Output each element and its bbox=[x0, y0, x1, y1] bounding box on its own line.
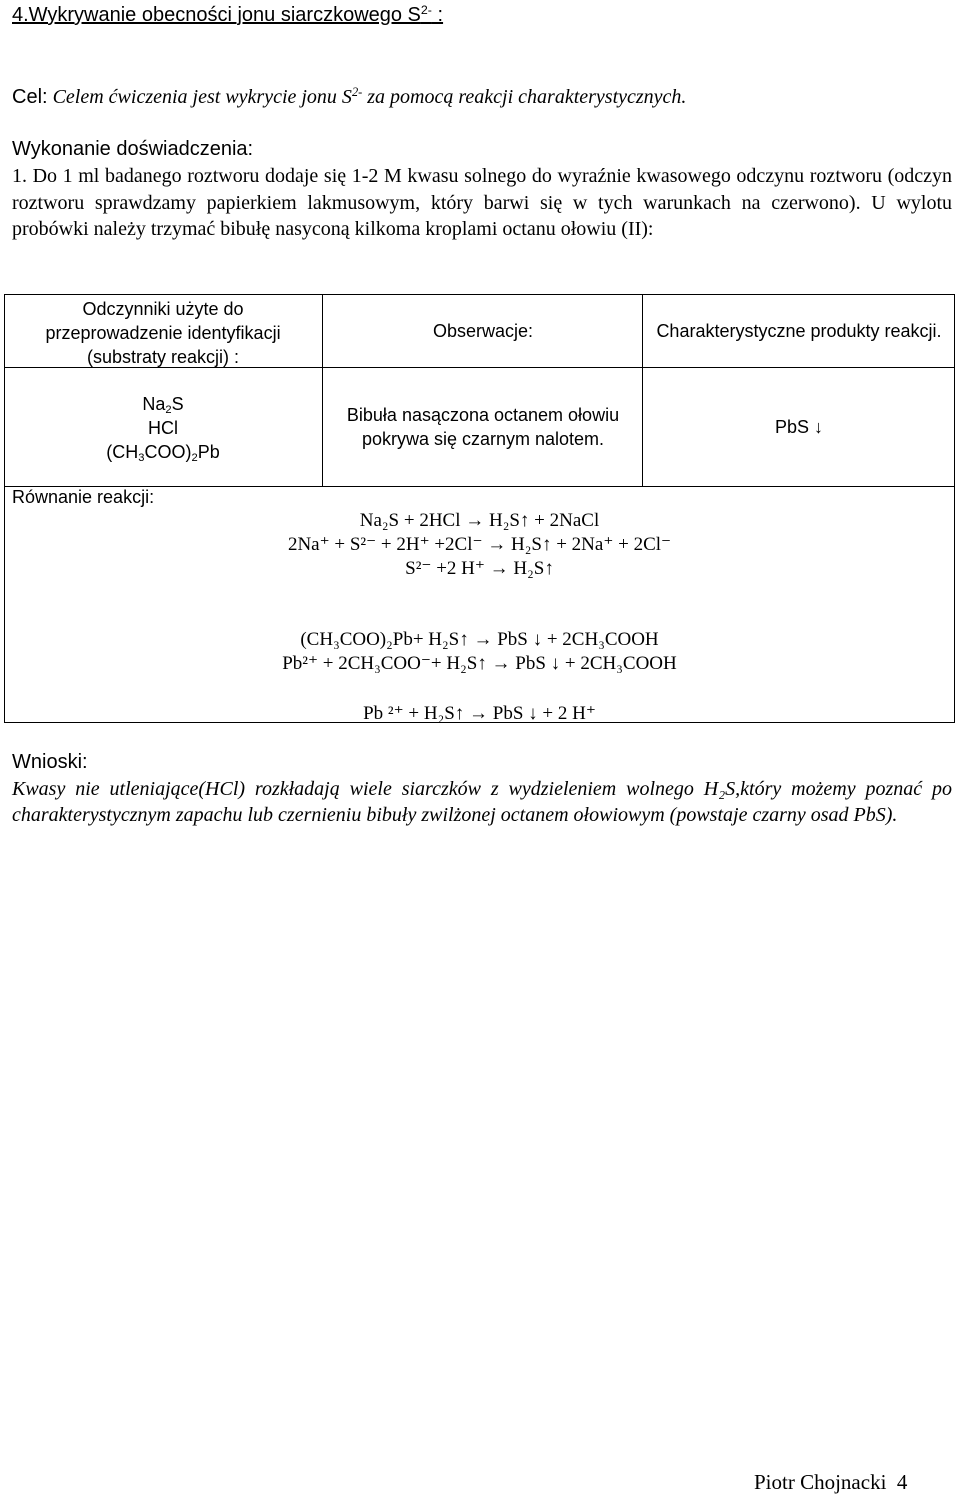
reagent-pb: Pb bbox=[197, 442, 220, 462]
header-reagents: Odczynniki użyte do przeprowadzenie identyfikacji (substraty reakcji) : bbox=[45, 299, 281, 367]
reagent-na: Na bbox=[142, 394, 166, 414]
execution-heading: Wykonanie doświadczenia: bbox=[12, 138, 254, 160]
reagent-lead-acetate bbox=[13, 440, 313, 464]
reagent-s: S bbox=[171, 394, 184, 414]
footer-page-number: 4 bbox=[896, 1470, 908, 1494]
page-footer bbox=[754, 1470, 907, 1495]
reagent-ch: (CH bbox=[106, 442, 139, 462]
equation-3: S²⁻ +2 H⁺ → H₂S↑ bbox=[405, 558, 554, 579]
footer-author: Piotr Chojnacki bbox=[754, 1470, 887, 1494]
step-1-paragraph: 1. Do 1 ml badanego roztworu dodaje się 1-2 M kwasu solnego do wyraźnie kwasowego odczynu roztworu (odczyn roztworu sprawdzamy papierkiem lakmusowym, który barwi się w tych warunkach na czerwono). U wylotu probówki należy trzymać bibułę nasyconą kilkoma kroplami octanu ołowiu (II): bbox=[12, 165, 952, 240]
title-tail: : bbox=[437, 4, 444, 26]
reagents-list bbox=[13, 392, 313, 464]
conclusions-text: Kwasy nie utleniające(HCl) rozkładają wiele siarczków z wydzieleniem wolnego H₂S,który możemy poznać po charakterystycznym zapachu lub czernieniu bibuły zwilżonej octanem ołowiowym (powstaje czarny osad PbS). bbox=[12, 778, 952, 826]
equation-label: Równanie reakcji: bbox=[12, 487, 155, 507]
equation-6: Pb ²⁺ + H₂S↑ → PbS ↓ + 2 H⁺ bbox=[363, 703, 596, 724]
page-title bbox=[12, 4, 443, 27]
equation-5: Pb²⁺ + 2CH₃COO⁻+ H₂S↑ → PbS ↓ + 2CH₃COOH bbox=[282, 653, 677, 674]
reagent-na-sub: 2 bbox=[165, 403, 172, 416]
equation-1: Na₂S + 2HCl → H₂S↑ + 2NaCl bbox=[359, 510, 600, 531]
product-cell: PbS ↓ bbox=[774, 417, 824, 437]
equation-4: (CH₃COO)₂Pb+ H₂S↑ → PbS ↓ + 2CH₃COOH bbox=[300, 629, 659, 650]
goal-label: Cel: bbox=[12, 86, 48, 108]
equations-block-1 bbox=[5, 509, 954, 581]
equation-2: 2Na⁺ + S²⁻ + 2H⁺ +2Cl⁻ → H₂S↑ + 2Na⁺ + 2Cl⁻ bbox=[287, 534, 672, 555]
reagent-hcl: HCl bbox=[148, 418, 178, 438]
reaction-table bbox=[4, 294, 955, 723]
reagent-coo-sub: 2 bbox=[191, 451, 198, 464]
conclusions-heading: Wnioski: bbox=[12, 751, 88, 773]
goal-sup: 2- bbox=[351, 85, 363, 100]
header-products: Charakterystyczne produkty reakcji. bbox=[656, 321, 942, 341]
title-sup: 2- bbox=[420, 3, 432, 18]
reagent-na2s bbox=[13, 392, 313, 416]
table-divider-1 bbox=[322, 295, 323, 487]
reagent-ch-sub: 3 bbox=[138, 451, 145, 464]
equations-block-2 bbox=[5, 628, 954, 676]
goal-line bbox=[12, 86, 686, 109]
reagent-coo: COO) bbox=[144, 442, 192, 462]
header-observations: Obserwacje: bbox=[432, 321, 534, 341]
goal-text-before: Celem ćwiczenia jest wykrycie jonu S bbox=[52, 86, 352, 108]
title-text: 4.Wykrywanie obecności jonu siarczkowego S bbox=[12, 4, 421, 26]
goal-text-after: za pomocą reakcji charakterystycznych. bbox=[362, 86, 687, 108]
observation-cell: Bibuła nasączona octanem ołowiu pokrywa się czarnym nalotem. bbox=[346, 405, 620, 449]
